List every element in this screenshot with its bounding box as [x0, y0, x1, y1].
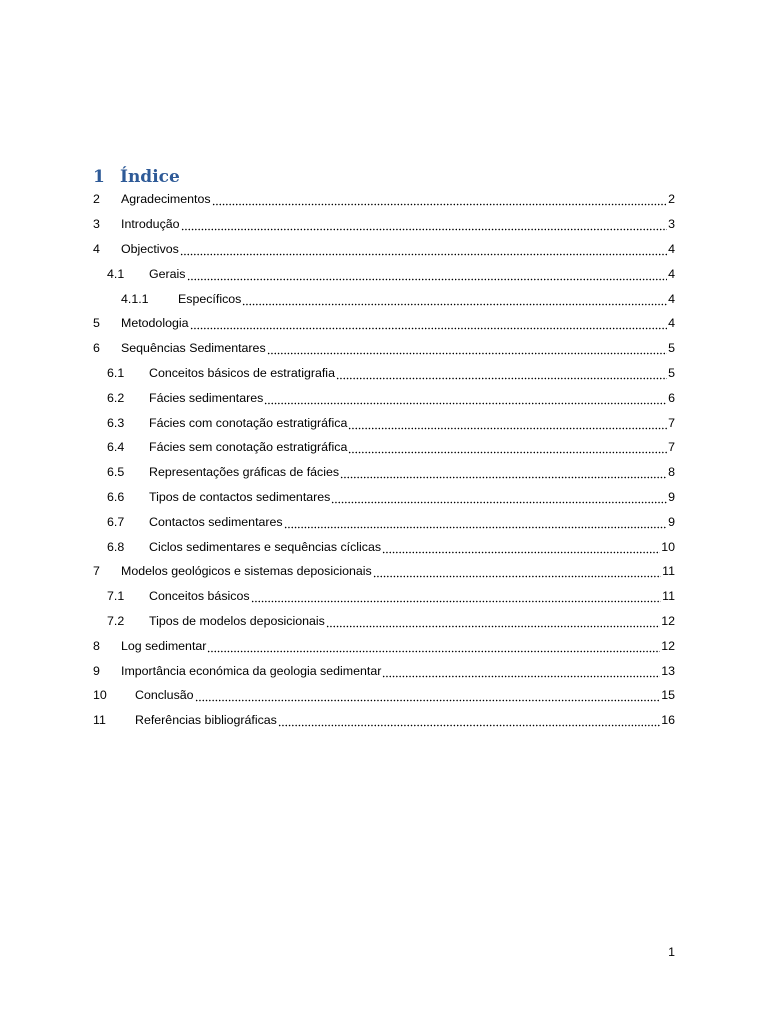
toc-dot-leader: [278, 715, 660, 727]
toc-entry[interactable]: [93, 559, 675, 584]
toc-dot-leader: [284, 517, 667, 529]
toc-entry[interactable]: [93, 509, 675, 534]
toc-dot-leader: [340, 467, 667, 479]
toc-entry-number: 6.5: [107, 465, 125, 480]
toc-entry-page[interactable]: 5: [668, 341, 675, 356]
toc-entry[interactable]: [93, 460, 675, 485]
toc-dot-leader: [348, 418, 667, 430]
toc-entry-page[interactable]: 6: [668, 390, 675, 405]
toc-entry-page[interactable]: 4: [668, 241, 675, 256]
toc-entry-title[interactable]: Sequências Sedimentares: [121, 341, 266, 356]
toc-entry[interactable]: [93, 485, 675, 510]
toc-entry-number: 6.7: [107, 514, 125, 529]
toc-dot-leader: [180, 244, 667, 256]
toc-entry[interactable]: [93, 633, 675, 658]
toc-entry-number: 4: [93, 241, 100, 256]
toc-entry-number: 6.2: [107, 390, 125, 405]
toc-entry-page[interactable]: 7: [668, 440, 675, 455]
toc-entry-number: 6.6: [107, 489, 125, 504]
toc-dot-leader: [251, 591, 662, 603]
toc-entry-page[interactable]: 4: [668, 316, 675, 331]
toc-entry-page[interactable]: 15: [661, 688, 675, 703]
toc-entry-title[interactable]: Fácies sedimentares: [149, 390, 264, 405]
toc-dot-leader: [212, 194, 668, 206]
toc-entry[interactable]: [93, 609, 675, 634]
toc-entry-title[interactable]: Específicos: [178, 291, 242, 306]
toc-entry[interactable]: [93, 237, 675, 262]
toc-entry-page[interactable]: 10: [661, 539, 675, 554]
toc-entry-number: 6.8: [107, 539, 125, 554]
table-of-contents: [93, 187, 675, 733]
toc-dot-leader: [264, 393, 667, 405]
toc-entry[interactable]: [93, 187, 675, 212]
toc-entry[interactable]: [93, 410, 675, 435]
toc-entry-page[interactable]: 2: [668, 192, 675, 207]
toc-entry-page[interactable]: 5: [668, 365, 675, 380]
toc-entry-page[interactable]: 9: [668, 489, 675, 504]
toc-dot-leader: [242, 294, 667, 306]
toc-dot-leader: [382, 542, 660, 554]
toc-entry-title[interactable]: Introdução: [121, 217, 180, 232]
toc-entry-number: 6: [93, 341, 100, 356]
toc-entry-page[interactable]: 4: [668, 266, 675, 281]
toc-entry-title[interactable]: Representações gráficas de fácies: [149, 465, 340, 480]
toc-entry-page[interactable]: 12: [661, 613, 675, 628]
toc-entry-number: 4.1: [107, 266, 125, 281]
toc-entry[interactable]: [93, 286, 675, 311]
toc-entry-number: 6.1: [107, 365, 125, 380]
toc-dot-leader: [195, 690, 661, 702]
toc-entry[interactable]: [93, 385, 675, 410]
toc-entry[interactable]: [93, 708, 675, 733]
toc-entry-title[interactable]: Conceitos básicos de estratigrafia: [149, 365, 335, 380]
toc-entry-number: 4.1.1: [121, 291, 149, 306]
toc-dot-leader: [373, 566, 661, 578]
toc-entry[interactable]: [93, 534, 675, 559]
toc-dot-leader: [331, 492, 667, 504]
toc-entry[interactable]: [93, 212, 675, 237]
toc-entry-page[interactable]: 11: [662, 589, 675, 604]
toc-entry-title[interactable]: Modelos geológicos e sistemas deposicionais: [121, 564, 372, 579]
toc-entry-title[interactable]: Conceitos básicos: [149, 589, 250, 604]
page-number: 1: [668, 945, 675, 959]
heading-number: 1: [93, 167, 105, 187]
toc-entry-page[interactable]: 7: [668, 415, 675, 430]
heading-title: Índice: [120, 167, 180, 187]
toc-entry[interactable]: [93, 683, 675, 708]
toc-entry-title[interactable]: Gerais: [149, 266, 186, 281]
toc-dot-leader: [267, 343, 667, 355]
toc-entry-number: 11: [93, 713, 106, 728]
toc-entry-page[interactable]: 3: [668, 217, 675, 232]
toc-entry-title[interactable]: Log sedimentar: [121, 638, 207, 653]
toc-dot-leader: [187, 269, 668, 281]
toc-entry[interactable]: [93, 658, 675, 683]
toc-entry-title[interactable]: Referências bibliográficas: [135, 713, 277, 728]
toc-entry-number: 10: [93, 688, 107, 703]
toc-dot-leader: [190, 318, 668, 330]
toc-entry-title[interactable]: Fácies com conotação estratigráfica: [149, 415, 348, 430]
toc-entry[interactable]: [93, 336, 675, 361]
toc-dot-leader: [336, 368, 667, 380]
toc-entry-number: 7.1: [107, 589, 125, 604]
toc-entry-number: 7: [93, 564, 100, 579]
toc-entry[interactable]: [93, 311, 675, 336]
toc-entry-page[interactable]: 16: [661, 713, 675, 728]
toc-dot-leader: [348, 442, 667, 454]
toc-entry-title[interactable]: Conclusão: [135, 688, 194, 703]
toc-entry-number: 2: [93, 192, 100, 207]
toc-dot-leader: [326, 616, 660, 628]
toc-entry-page[interactable]: 4: [668, 291, 675, 306]
toc-entry-title[interactable]: Metodologia: [121, 316, 189, 331]
toc-entry-title[interactable]: Tipos de modelos deposicionais: [149, 613, 325, 628]
toc-entry-title[interactable]: Contactos sedimentares: [149, 514, 283, 529]
toc-entry-page[interactable]: 8: [668, 465, 675, 480]
toc-entry-page[interactable]: 11: [662, 564, 675, 579]
toc-entry-number: 5: [93, 316, 100, 331]
toc-entry-number: 8: [93, 638, 100, 653]
toc-entry-title[interactable]: Agradecimentos: [121, 192, 211, 207]
toc-entry-number: 6.4: [107, 440, 125, 455]
toc-entry-title[interactable]: Tipos de contactos sedimentares: [149, 489, 331, 504]
toc-entry[interactable]: [93, 261, 675, 286]
toc-entry-number: 6.3: [107, 415, 125, 430]
toc-entry[interactable]: [93, 584, 675, 609]
toc-entry-title[interactable]: Fácies sem conotação estratigráfica: [149, 440, 348, 455]
toc-entry-page[interactable]: 13: [661, 663, 675, 678]
toc-entry[interactable]: [93, 435, 675, 460]
toc-entry[interactable]: [93, 361, 675, 386]
toc-dot-leader: [181, 219, 668, 231]
toc-entry-title[interactable]: Objectivos: [121, 241, 179, 256]
toc-entry-page[interactable]: 9: [668, 514, 675, 529]
toc-entry-title[interactable]: Ciclos sedimentares e sequências cíclicas: [149, 539, 382, 554]
toc-entry-number: 9: [93, 663, 100, 678]
toc-entry-number: 3: [93, 217, 100, 232]
toc-dot-leader: [207, 641, 660, 653]
toc-dot-leader: [382, 666, 660, 678]
toc-entry-page[interactable]: 12: [661, 638, 675, 653]
toc-entry-number: 7.2: [107, 613, 125, 628]
toc-entry-title[interactable]: Importância económica da geologia sedimentar: [121, 663, 382, 678]
